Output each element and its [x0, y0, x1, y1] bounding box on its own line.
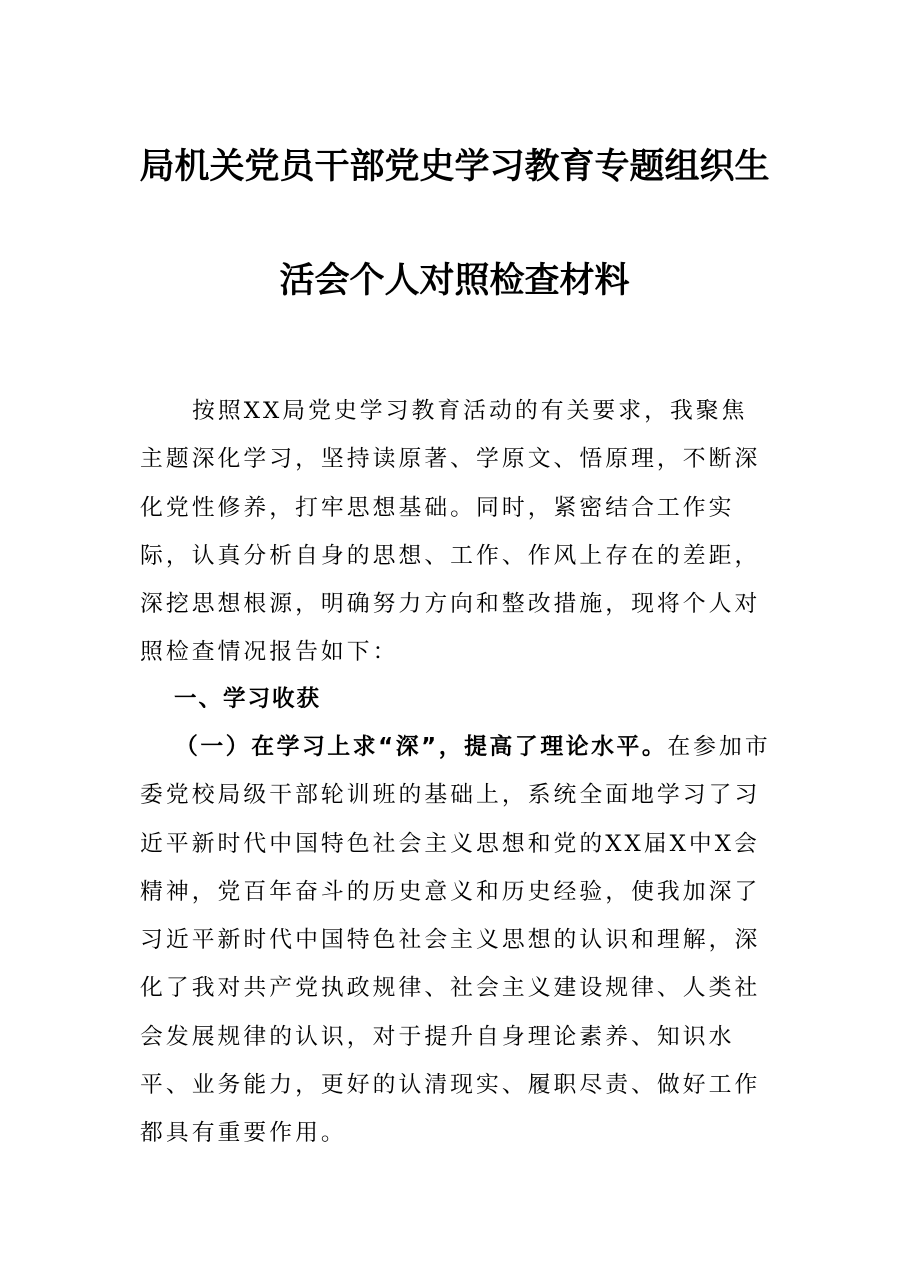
document-title-line-2: 活会个人对照检查材料 — [279, 260, 630, 301]
subsection-paragraph-theory — [140, 723, 772, 1158]
subsection-lead-sentence: （一）在学习上求“深”，提高了理论水平。 — [175, 734, 668, 760]
section-heading-learning-gains: 一、学习收获 — [174, 686, 322, 712]
document-title-line-1: 局机关党员干部党史学习教育专题组织生 — [139, 146, 770, 187]
intro-paragraph: 按照XX局党史学习教育活动的有关要求，我聚焦主题深化学习，坚持读原著、学原文、悟原理，不断深化党性修养，打牢思想基础。同时，紧密结合工作实际，认真分析自身的思想、工作、作风上存在的差距，深挖思想根源，明确努力方向和整改措施，现将个人对照检查情况报告如下： — [140, 398, 761, 666]
subsection-body-text: 在参加市委党校局级干部轮训班的基础上，系统全面地学习了习近平新时代中国特色社会主义思想和党的XX届X中X会精神，党百年奋斗的历史意义和历史经验，使我加深了习近平新时代中国特色社会主义思想的认识和理解，深化了我对共产党执政规律、社会主义建设规律、人类社会发展规律的认识，对于提升自身理论素养、知识水平、业务能力，更好的认清现实、履职尽责、做好工作都具有重要作用。 — [140, 734, 771, 1147]
